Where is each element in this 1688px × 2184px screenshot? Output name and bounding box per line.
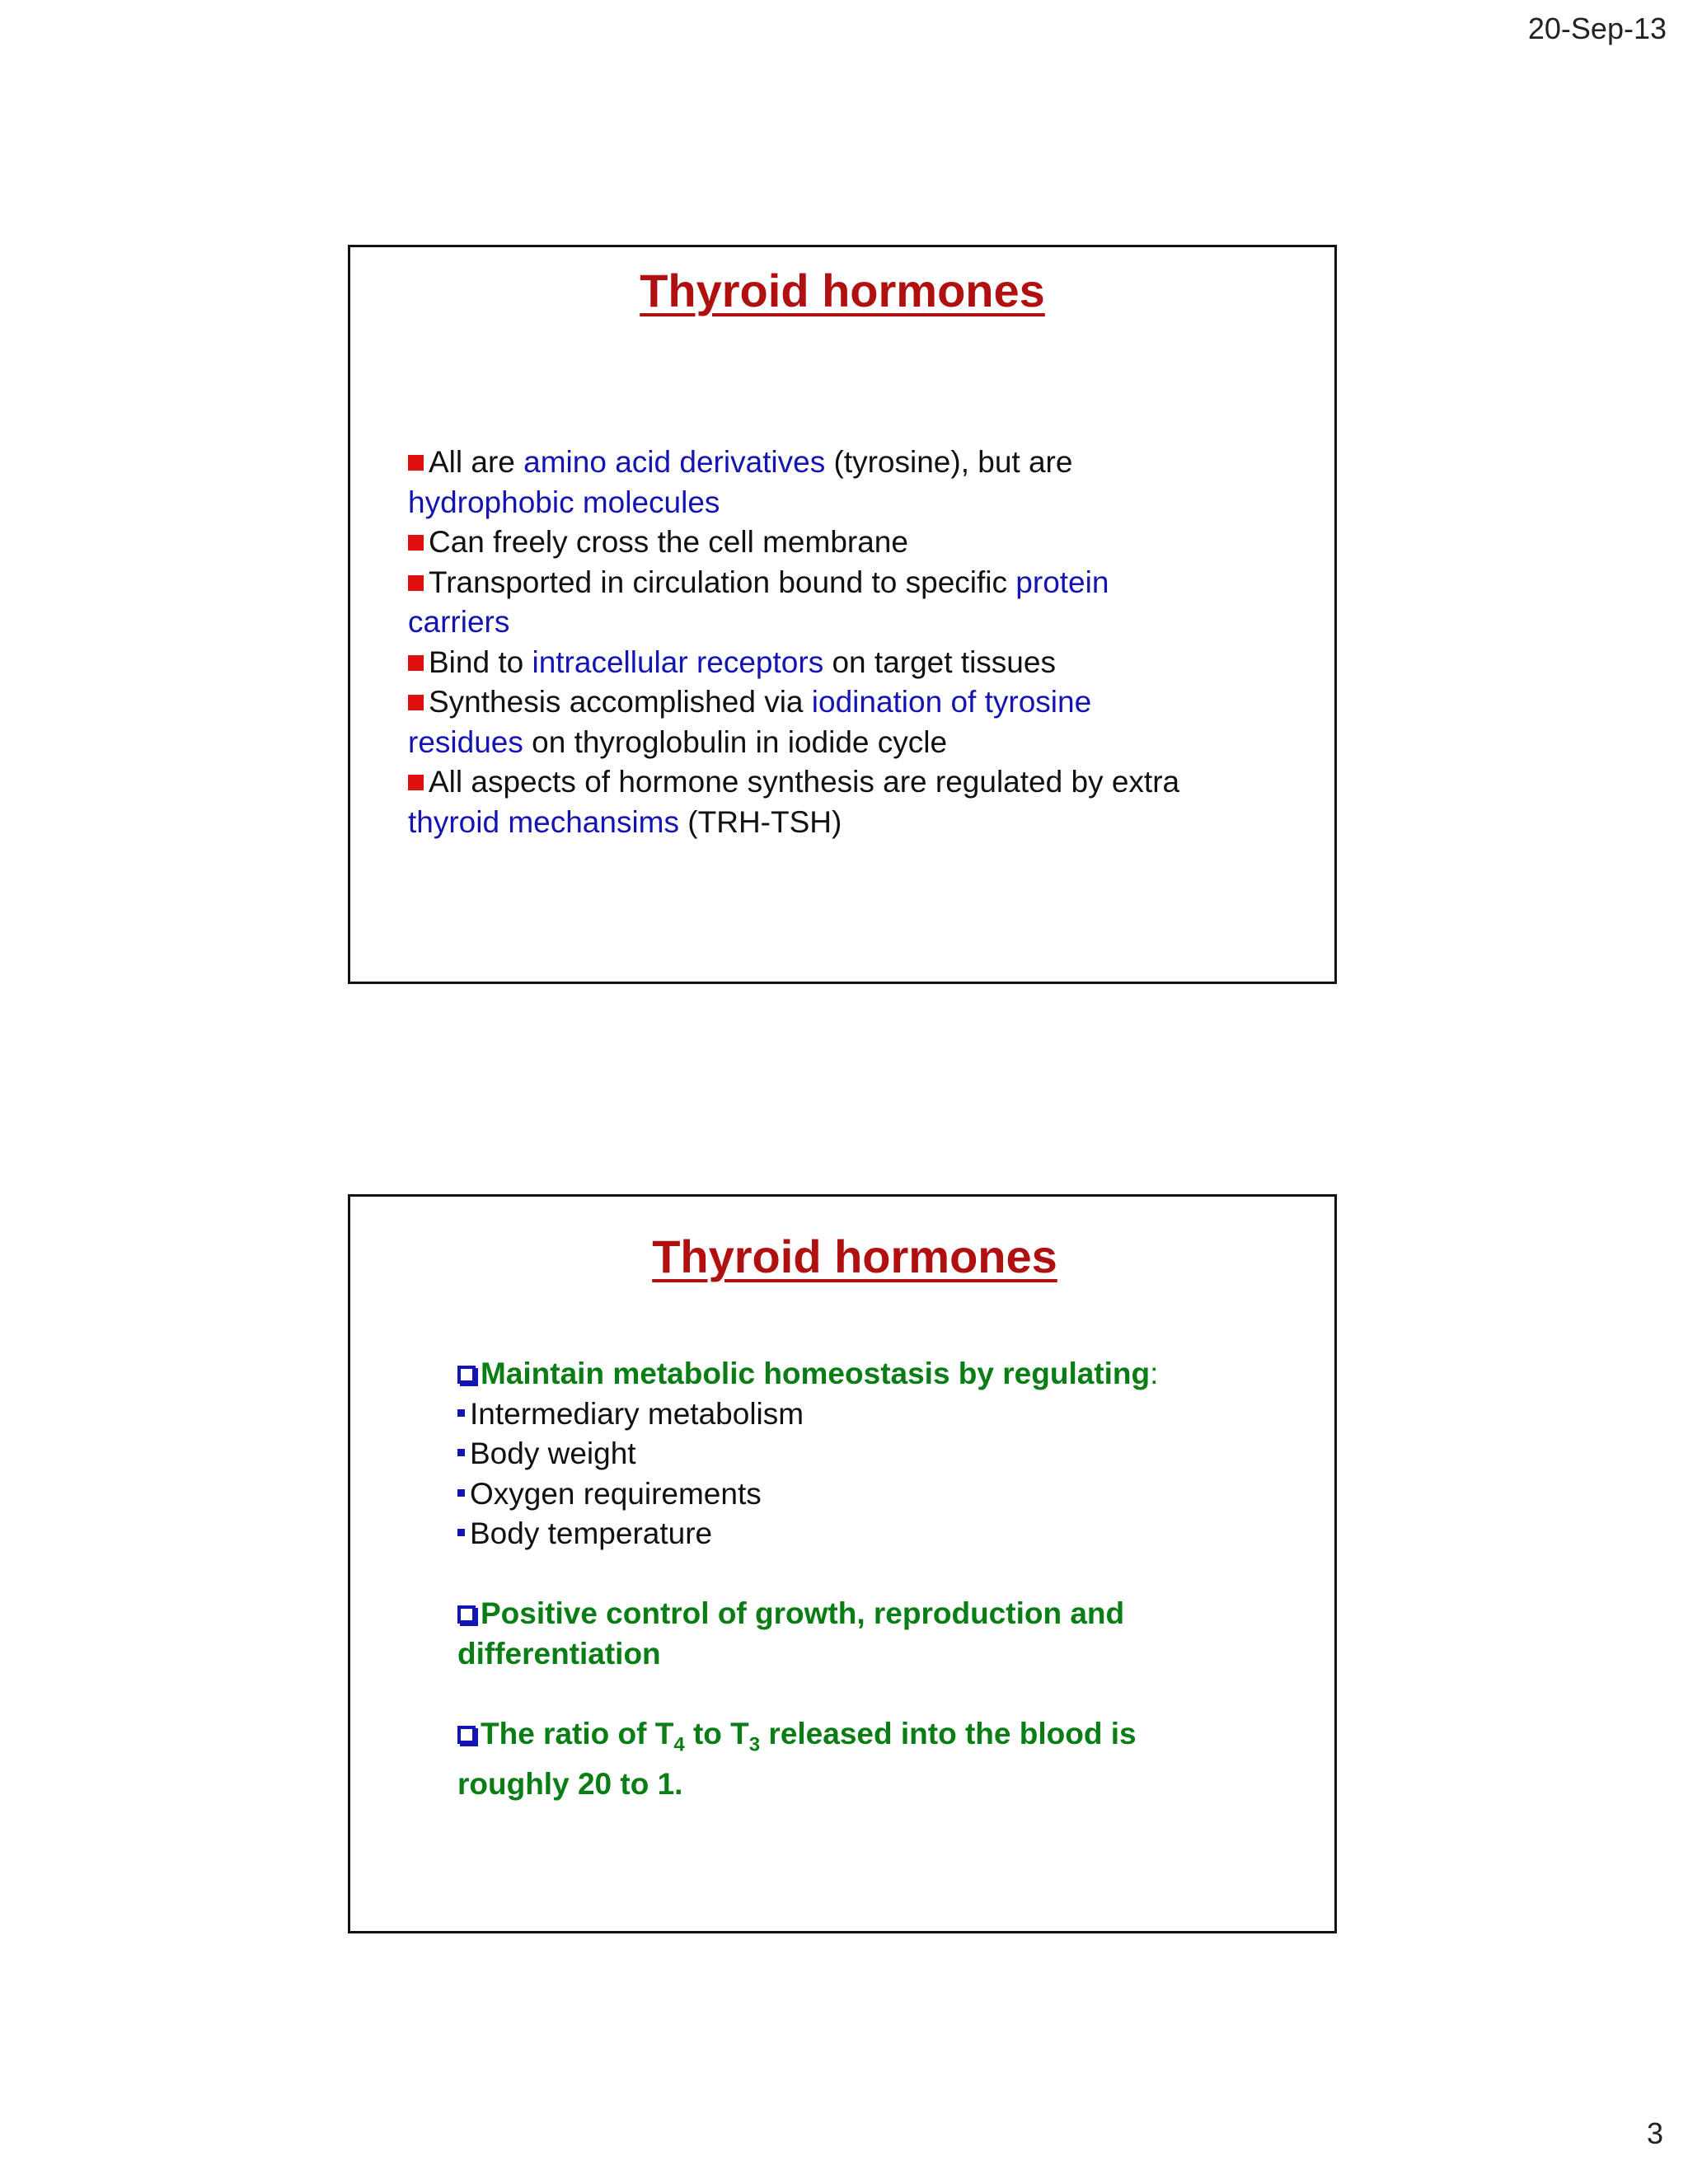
sub-item-text: Body temperature <box>470 1516 713 1550</box>
bullet-text: Transported in circulation bound to specific <box>429 565 1016 599</box>
blue-square-bullet-icon <box>457 1449 465 1456</box>
bullet-text: (tyrosine), but are <box>825 445 1073 479</box>
hollow-square-bullet-icon <box>457 1726 476 1744</box>
sub-item-text: Intermediary metabolism <box>470 1396 804 1431</box>
bullet-continuation: carriers <box>408 605 510 639</box>
sub-item <box>457 1474 1282 1515</box>
sub-item <box>457 1514 1282 1554</box>
bullet-text: Bind to <box>429 644 532 679</box>
blue-square-bullet-icon <box>457 1489 465 1497</box>
red-square-bullet-icon <box>408 655 424 671</box>
bullet-text: on thyroglobulin in iodide cycle <box>523 724 948 759</box>
point-text: released into the blood is <box>760 1716 1137 1750</box>
point-ratio <box>457 1714 1282 1765</box>
bullet-synthesis <box>408 682 1282 723</box>
slide-1-title: Thyroid hormones <box>640 265 1045 316</box>
bullet-continuation <box>408 803 1282 843</box>
point-continuation: roughly 20 to 1. <box>457 1767 683 1802</box>
point-text: Maintain metabolic homeostasis by regulating <box>481 1357 1151 1390</box>
bullet-text: on target tissues <box>823 644 1056 679</box>
hollow-square-bullet-icon <box>457 1605 476 1624</box>
bullet-regulation <box>408 762 1282 803</box>
point-colon: : <box>1150 1357 1159 1390</box>
bullet-text: (TRH-TSH) <box>679 804 842 839</box>
slide-2-title: Thyroid hormones <box>652 1230 1057 1282</box>
point-homeostasis <box>457 1354 1282 1394</box>
bullet-text: All aspects of hormone synthesis are regulated by extra <box>429 765 1180 799</box>
slide-1 <box>348 245 1337 984</box>
bullet-transported <box>408 563 1282 603</box>
sub-item <box>457 1434 1282 1474</box>
subscript: 3 <box>748 1732 761 1755</box>
page-number: 3 <box>1646 2116 1663 2150</box>
slide-1-body <box>408 443 1282 842</box>
header-date: 20-Sep-13 <box>1527 12 1667 45</box>
spacer <box>457 1674 1282 1714</box>
point-text: Positive control of growth, reproduction and <box>481 1596 1125 1630</box>
red-square-bullet-icon <box>408 535 424 551</box>
slide-2 <box>348 1194 1337 1933</box>
sub-item-text: Body weight <box>470 1436 636 1470</box>
highlight-text: amino acid derivatives <box>523 445 826 479</box>
red-square-bullet-icon <box>408 575 424 591</box>
highlight-text: residues <box>408 724 523 759</box>
bullet-text: All are <box>429 445 524 479</box>
sub-item <box>457 1394 1282 1435</box>
blue-square-bullet-icon <box>457 1409 465 1417</box>
red-square-bullet-icon <box>408 455 424 471</box>
blue-square-bullet-icon <box>457 1529 465 1536</box>
hollow-square-bullet-icon <box>457 1366 476 1384</box>
highlight-text: iodination of tyrosine <box>811 685 1092 719</box>
slide-2-body <box>457 1354 1282 1805</box>
bullet-text: Synthesis accomplished via <box>429 685 812 719</box>
highlight-text: protein <box>1015 565 1109 599</box>
point-growth <box>457 1594 1282 1634</box>
point-text: The ratio of T <box>481 1716 674 1750</box>
highlight-text: thyroid mechansims <box>408 804 680 839</box>
bullet-bind-receptors <box>408 643 1282 683</box>
point-text: to T <box>684 1716 749 1750</box>
red-square-bullet-icon <box>408 695 424 710</box>
red-square-bullet-icon <box>408 775 424 790</box>
highlight-text: intracellular receptors <box>532 644 824 679</box>
bullet-text: Can freely cross the cell membrane <box>429 525 908 559</box>
point-continuation: differentiation <box>457 1636 661 1671</box>
bullet-continuation <box>408 723 1282 763</box>
subscript: 4 <box>673 1732 685 1755</box>
bullet-amino-acid <box>408 443 1282 483</box>
bullet-continuation: hydrophobic molecules <box>408 485 720 519</box>
bullet-cross-membrane <box>408 523 1282 563</box>
sub-item-text: Oxygen requirements <box>470 1476 762 1511</box>
spacer <box>457 1554 1282 1595</box>
